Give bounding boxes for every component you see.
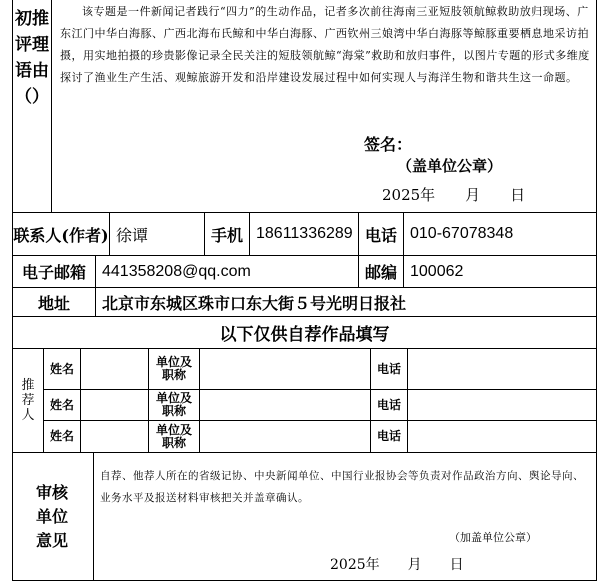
review-content [51,0,597,213]
recommender-label: 推荐人 [12,348,44,453]
audit-date: 2025年 月 日 [330,557,464,573]
email-value[interactable]: 441358208@qq.com [95,255,359,288]
address-value[interactable]: 北京市东城区珠市口东大街５号光明日报社 [95,287,597,317]
recommender-unit-label: 单位及职称 [148,389,200,421]
phone-label: 电话 [358,212,404,256]
audit-label: 审核单位意见 [12,452,94,581]
recommender-name-field[interactable] [80,348,149,390]
stamp-label: （盖单位公章） [397,157,503,175]
recommender-name-label: 姓名 [43,420,81,453]
recommender-unit-field[interactable] [199,420,371,453]
recommender-phone-label: 电话 [370,389,408,421]
address-label: 地址 [12,287,96,317]
audit-text: 自荐、他荐人所在的省级记协、中央新闻单位、中国行业报协会等负责对作品政治方向、舆论导向、业务水平及报送材料审核把关并盖章确认。 [100,470,584,504]
recommender-name-field[interactable] [80,389,149,421]
audit-stamp-label: （加盖单位公章） [449,531,537,544]
recommender-name-field[interactable] [80,420,149,453]
contact-label: 联系人(作者) [12,212,110,256]
recommender-phone-label: 电话 [370,348,408,390]
recommender-name-label: 姓名 [43,348,81,390]
phone-value[interactable]: 010-67078348 [403,212,597,256]
recommender-unit-field[interactable] [199,389,371,421]
recommender-unit-label: 单位及职称 [148,348,200,390]
recommender-phone-label: 电话 [370,420,408,453]
recommender-phone-field[interactable] [407,389,597,421]
review-date: 2025年 月 日 [382,186,526,204]
recommender-name-label: 姓名 [43,389,81,421]
zip-label: 邮编 [358,255,404,288]
audit-content [93,452,597,581]
zip-value[interactable]: 100062 [403,255,597,288]
recommender-phone-field[interactable] [407,420,597,453]
email-label: 电子邮箱 [12,255,96,288]
mobile-label: 手机 [204,212,250,256]
recommender-unit-label: 单位及职称 [148,420,200,453]
mobile-value[interactable]: 18611336289 [249,212,359,256]
recommender-unit-field[interactable] [199,348,371,390]
review-label: 初推评理语由（） [12,0,52,213]
self-recommend-header: 以下仅供自荐作品填写 [12,316,597,349]
recommender-phone-field[interactable] [407,348,597,390]
contact-name[interactable]: 徐谭 [109,212,205,256]
review-text: 该专题是一件新闻记者践行“四力”的生动作品，记者多次前往海南三亚短肢领航鲸救助放归现场、广东江门中华白海豚、广西北海布氏鲸和中华白海豚、广西钦州三娘湾中华白海豚等鲸豚重要栖息地采访拍摄，用实地拍摄的珍贵影像记录全民关注的短肢领航鲸“海棠”救助和放归事件，以图片专题的形式多维度探讨了渔业生产生活、观鲸旅游开发和沿岸建设发展过程中如何实现人与海洋生物和谐共生这一命题。 [60,5,590,84]
signature-label: 签名： [364,135,413,154]
